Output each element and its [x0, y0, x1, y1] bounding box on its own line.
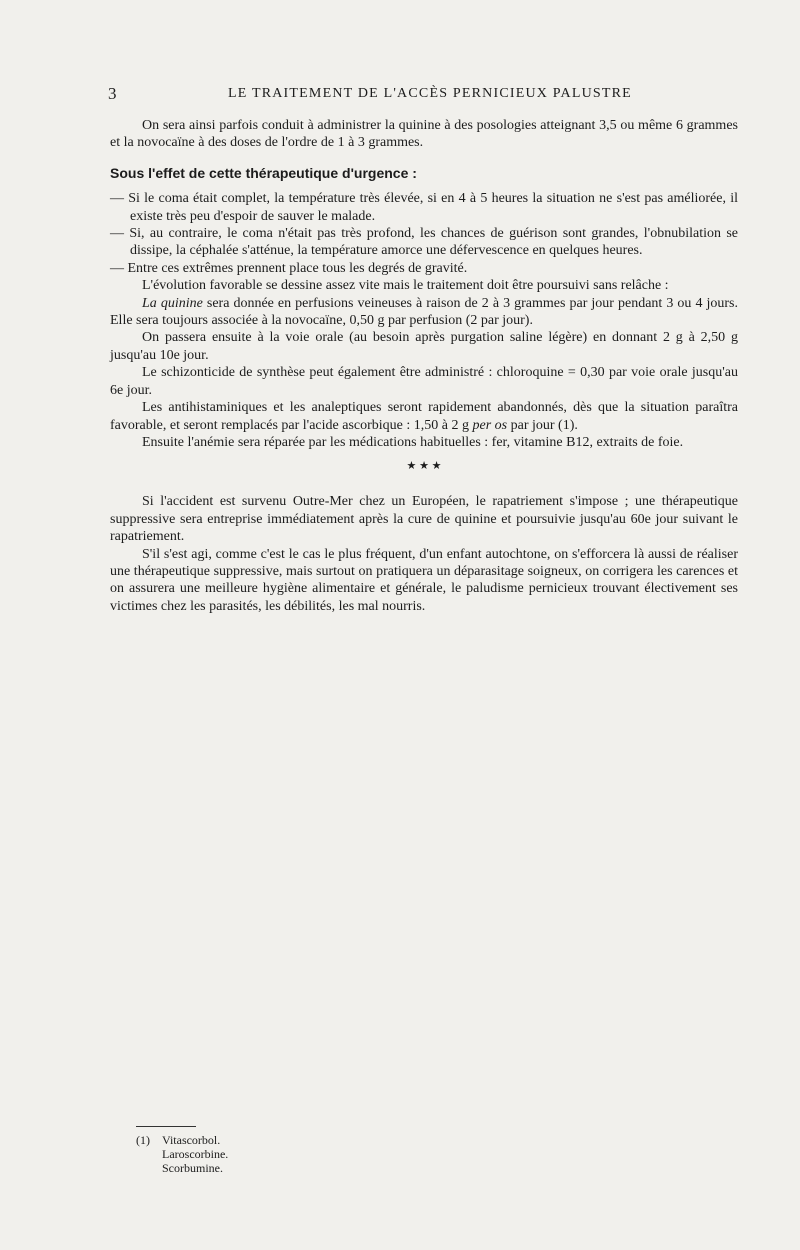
- paragraph: Si l'accident est survenu Outre-Mer chez un Européen, le rapatriement s'impose ; une thérapeutique suppressive sera entreprise immédiatement après la cure de quinine et poursuivie jusqu'au 60e jour suivant le rapatriement.: [110, 494, 738, 545]
- page-number: 3: [108, 84, 117, 103]
- footnote-line: [136, 1133, 228, 1147]
- running-title: LE TRAITEMENT DE L'ACCÈS PERNICIEUX PALUSTRE: [228, 86, 632, 101]
- paragraph: Le schizonticide de synthèse peut également être administré : chloroquine = 0,30 par voie orale jusqu'au 6e jour.: [110, 365, 738, 398]
- paragraph: On sera ainsi parfois conduit à administrer la quinine à des posologies atteignant 3,5 ou même 6 grammes et la novocaïne à des doses de l'ordre de 1 à 3 grammes.: [110, 118, 738, 151]
- paragraph: L'évolution favorable se dessine assez vite mais le traitement doit être poursuivi sans relâche :: [142, 278, 669, 294]
- footnote-line: Laroscorbine.: [162, 1147, 229, 1161]
- footnote-text: Vitascorbol.: [162, 1133, 221, 1147]
- footnote-line: Scorbumine.: [162, 1161, 223, 1175]
- paragraph-text: Les antihistaminiques et les analeptiques seront rapidement abandonnés, dès que la situation paraîtra favorable, et seront remplacés par l'acide ascorbique : 1,50 à 2 g: [110, 400, 738, 433]
- paragraph-text: par jour (1).: [507, 417, 578, 433]
- paragraph: On passera ensuite à la voie orale (au besoin après purgation saline légère) en donnant 2 g à 2,50 g jusqu'au 10e jour.: [110, 330, 738, 363]
- paragraph: [110, 295, 738, 330]
- page-header: [108, 84, 638, 106]
- dash-item: — Si, au contraire, le coma n'était pas très profond, les chances de guérison sont grandes, l'obnubilation se dissipe, la céphalée s'atténue, la température amorce une défervescence en quelques heures.: [110, 226, 738, 259]
- dash-item: — Si le coma était complet, la température très élevée, si en 4 à 5 heures la situation ne s'est pas améliorée, il existe très peu d'espoir de sauver le malade.: [110, 191, 738, 224]
- asterism: ★ ★ ★: [406, 460, 442, 473]
- dash-item: — Entre ces extrêmes prennent place tous les degrés de gravité.: [110, 260, 468, 276]
- footnotes: [136, 1133, 228, 1175]
- paragraph-text: sera donnée en perfusions veineuses à raison de 2 à 3 grammes par jour pendant 3 ou 4 jours. Elle sera toujours associée à la novocaïne, 0,50 g par perfusion (2 par jour).: [110, 295, 738, 329]
- paragraph: Ensuite l'anémie sera réparée par les médications habituelles : fer, vitamine B12, extraits de foie.: [142, 434, 684, 450]
- paragraph: S'il s'est agi, comme c'est le cas le plus fréquent, d'un enfant autochtone, on s'efforcera là aussi de réaliser une thérapeutique suppressive, mais surtout on pratiquera un déparasitage soigneux, on corrigera les carences et on assurera une meilleure hygiène alimentaire et générale, le paludisme pernicieux trouvant électivement ses victimes chez les parasités, les débilités, les mal nourris.: [110, 546, 738, 614]
- italic-term: per os: [472, 417, 508, 433]
- footnote-marker: (1): [136, 1133, 150, 1147]
- footnote-divider: [136, 1126, 196, 1127]
- italic-term: La quinine: [142, 295, 203, 311]
- section-heading: Sous l'effet de cette thérapeutique d'urgence :: [110, 164, 417, 181]
- paragraph: [110, 399, 738, 434]
- body-text: [110, 117, 738, 615]
